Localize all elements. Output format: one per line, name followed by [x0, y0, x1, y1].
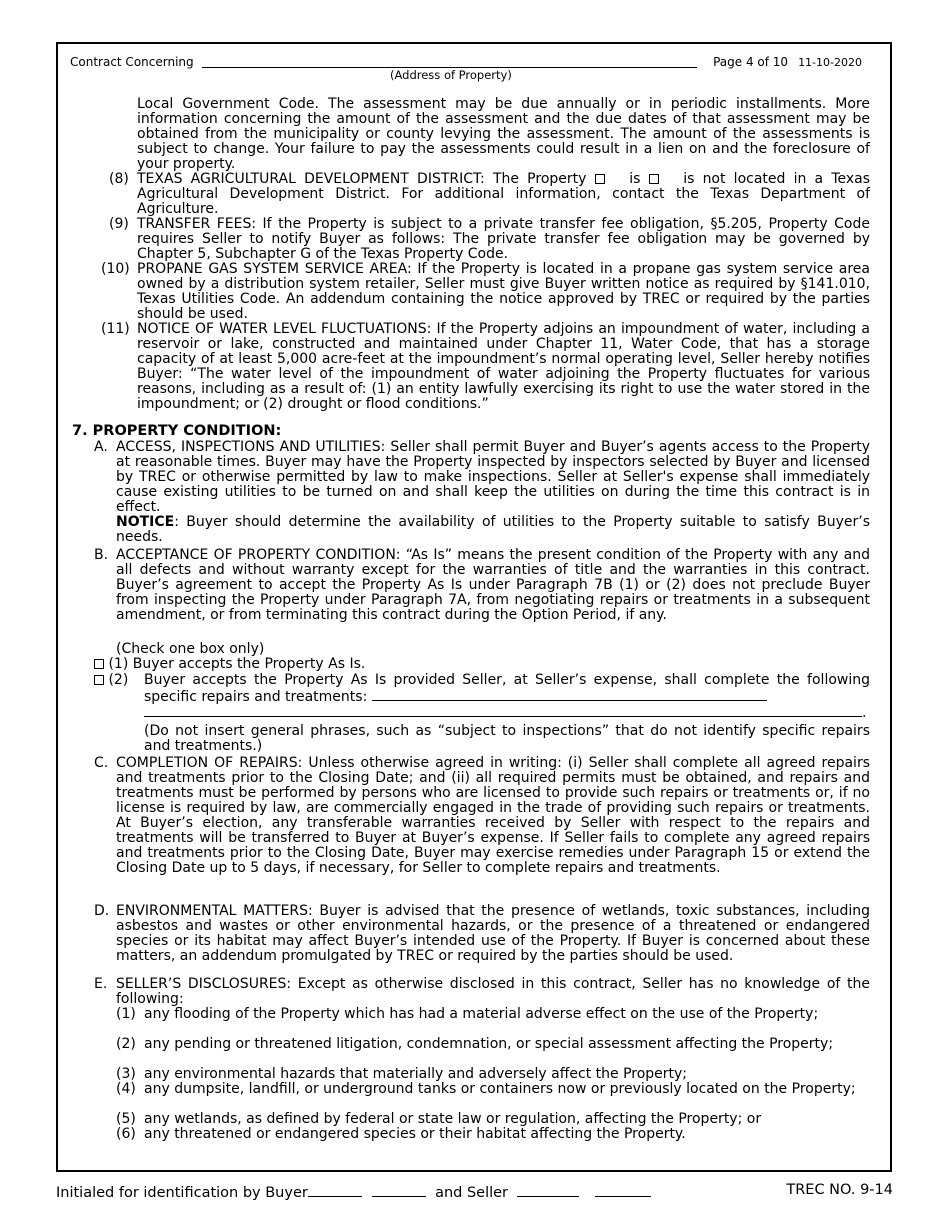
- section-7d-label: D.: [94, 903, 110, 919]
- disclosure-5-number: (5): [116, 1111, 136, 1127]
- item-10-text: PROPANE GAS SYSTEM SERVICE AREA: If the Property is located in a propane gas system service area owned by a distribution system retailer, Seller must give Buyer written notice as required by §141.010, Texas Utilities Code. An addendum containing the notice approved by TREC or required by the parties should be used.: [137, 261, 870, 322]
- option-2-checkbox[interactable]: [94, 675, 104, 685]
- notice-text: : Buyer should determine the availability of utilities to the Property suitable to satisfy Buyer’s needs.: [116, 514, 870, 545]
- buyer-initials-2[interactable]: [372, 1182, 426, 1197]
- section-7-title: 7. PROPERTY CONDITION:: [72, 423, 282, 439]
- repairs-line-2-row: .: [144, 704, 866, 721]
- property-is-not-checkbox[interactable]: [649, 174, 659, 184]
- page-number: Page 4 of 10: [713, 55, 789, 69]
- section-7e-label: E.: [94, 976, 108, 992]
- disclosure-3-text: any environmental hazards that materially and adversely affect the Property;: [144, 1066, 688, 1082]
- option-2-number: (2): [108, 672, 129, 688]
- option-2-text: Buyer accepts the Property As Is provided Seller, at Seller’s expense, shall complete the following specific repairs and treatments:: [144, 672, 870, 705]
- section-7a-label: A.: [94, 439, 108, 455]
- option-1-row: [94, 657, 365, 672]
- initials-row: [56, 1182, 651, 1201]
- disclosure-1-number: (1): [116, 1006, 136, 1022]
- item-10-number: (10): [101, 261, 130, 277]
- form-date: 11-10-2020: [798, 56, 862, 69]
- disclosure-3-number: (3): [116, 1066, 136, 1082]
- item-9-text: TRANSFER FEES: If the Property is subject to a private transfer fee obligation, §5.205, Property Code requires Seller to notify Buyer as follows: The private transfer fee obligation may be governed by Chapter 5, Subchapter G of the Texas Property Code.: [137, 216, 870, 262]
- seller-initials-1[interactable]: [517, 1182, 579, 1197]
- disclosure-2-number: (2): [116, 1036, 136, 1052]
- option-1-number: (1): [108, 656, 129, 672]
- section-7b-label: B.: [94, 547, 109, 563]
- seller-initials-2[interactable]: [595, 1182, 651, 1197]
- disclosure-1-text: any flooding of the Property which has had a material adverse effect on the use of the Property;: [144, 1006, 819, 1022]
- notice-label: NOTICE: [116, 514, 175, 530]
- item-11-text: NOTICE OF WATER LEVEL FLUCTUATIONS: If the Property adjoins an impoundment of water, including a reservoir or lake, constructed and maintained under Chapter 11, Water Code, that has a storage capacity of at least 5,000 acre-feet at the impoundment’s normal operating level, Seller hereby notifies Buyer: “The water level of the impoundment of water adjoining the Property fluctuates for various reasons, including as a result of: (1) an entity lawfully exercising its right to use the water stored in the impoundment; or (2) drought or flood conditions.”: [137, 321, 870, 412]
- page-indicator: [713, 55, 862, 69]
- item-8-text: TEXAS AGRICULTURAL DEVELOPMENT DISTRICT: The Property is is not located in a Texas Agricultural Development District. For additional information, contact the Texas Department of Agriculture.: [137, 171, 871, 217]
- repairs-line-1[interactable]: [372, 688, 767, 701]
- paragraph-6-continued: Local Government Code. The assessment may be due annually or in periodic installments. More information concerning the amount of the assessment and the due dates of that assessment may be obtained from the municipality or county levying the assessment. The amount of the assessments is subject to change. Your failure to pay the assessments could result in a lien on and the foreclosure of your property.: [137, 96, 870, 172]
- disclosure-6-number: (6): [116, 1126, 136, 1142]
- section-7c-label: C.: [94, 755, 109, 771]
- item-9-number: (9): [109, 216, 129, 232]
- disclosure-2-text: any pending or threatened litigation, condemnation, or special assessment affecting the Property;: [144, 1036, 834, 1052]
- section-7d-text: ENVIRONMENTAL MATTERS: Buyer is advised that the presence of wetlands, toxic substances, including asbestos and wastes or other environmental hazards, or the presence of a threatened or endangered species or its habitat may affect Buyer’s intended use of the Property. If Buyer is concerned about these matters, an addendum promulgated by TREC or required by the parties should be used.: [116, 903, 870, 964]
- repairs-line-2[interactable]: [144, 704, 862, 717]
- item-8-number: (8): [109, 171, 129, 187]
- option-1-checkbox[interactable]: [94, 659, 104, 669]
- contract-concerning-label: Contract Concerning: [70, 55, 194, 69]
- disclosure-4-number: (4): [116, 1081, 136, 1097]
- and-seller-label: and Seller: [435, 1185, 509, 1201]
- initialed-label: Initialed for identification by Buyer: [56, 1185, 308, 1201]
- item-11-number: (11): [101, 321, 130, 337]
- check-one-note: (Check one box only): [116, 641, 265, 657]
- section-7b-text: ACCEPTANCE OF PROPERTY CONDITION: “As Is” means the present condition of the Property with any and all defects and without warranty except for the warranties of title and the warranties in this contract. Buyer’s agreement to accept the Property As Is under Paragraph 7B (1) or (2) does not preclude Buyer from inspecting the Property under Paragraph 7A, from negotiating repairs or treatments in a subsequent amendment, or from terminating this contract during the Option Period, if any.: [116, 547, 870, 623]
- property-is-checkbox[interactable]: [595, 174, 605, 184]
- buyer-initials-1[interactable]: [308, 1182, 362, 1197]
- trec-form-number: TREC NO. 9-14: [786, 1182, 893, 1198]
- disclosure-4-text: any dumpsite, landfill, or underground tanks or containers now or previously located on the Property;: [144, 1081, 856, 1097]
- option-1-text: Buyer accepts the Property As Is.: [132, 656, 366, 672]
- section-7e-text: SELLER’S DISCLOSURES: Except as otherwise disclosed in this contract, Seller has no knowledge of the following:: [116, 976, 870, 1007]
- section-7a-text: ACCESS, INSPECTIONS AND UTILITIES: Seller shall permit Buyer and Buyer’s agents access to the Property at reasonable times. Buyer may have the Property inspected by inspectors selected by Buyer and licensed by TREC or otherwise permitted by law to make inspections. Seller at Seller's expense shall immediately cause existing utilities to be turned on and shall keep the utilities on during the time this contract is in effect. NOTICE: Buyer should determine the availability of utilities to the Property suitable to satisfy Buyer’s needs.: [116, 439, 870, 545]
- address-caption: (Address of Property): [390, 68, 512, 82]
- disclosure-6-text: any threatened or endangered species or their habitat affecting the Property.: [144, 1126, 686, 1142]
- option-2-note: (Do not insert general phrases, such as “subject to inspections” that do not identify specific repairs and treatments.): [144, 723, 870, 754]
- disclosure-5-text: any wetlands, as defined by federal or state law or regulation, affecting the Property; or: [144, 1111, 762, 1127]
- section-7c-text: COMPLETION OF REPAIRS: Unless otherwise agreed in writing: (i) Seller shall complete all agreed repairs and treatments prior to the Closing Date; and (ii) all required permits must be obtained, and repairs and treatments must be performed by persons who are licensed to provide such repairs or treatments or, if no license is required by law, are commercially engaged in the trade of providing such repairs or treatments. At Buyer’s election, any transferable warranties received by Seller with respect to the repairs and treatments will be transferred to Buyer at Buyer’s expense. If Seller fails to complete any agreed repairs and treatments prior to the Closing Date, Buyer may exercise remedies under Paragraph 15 or extend the Closing Date up to 5 days, if necessary, for Seller to complete repairs and treatments.: [116, 755, 870, 876]
- option-2-row: [94, 673, 128, 688]
